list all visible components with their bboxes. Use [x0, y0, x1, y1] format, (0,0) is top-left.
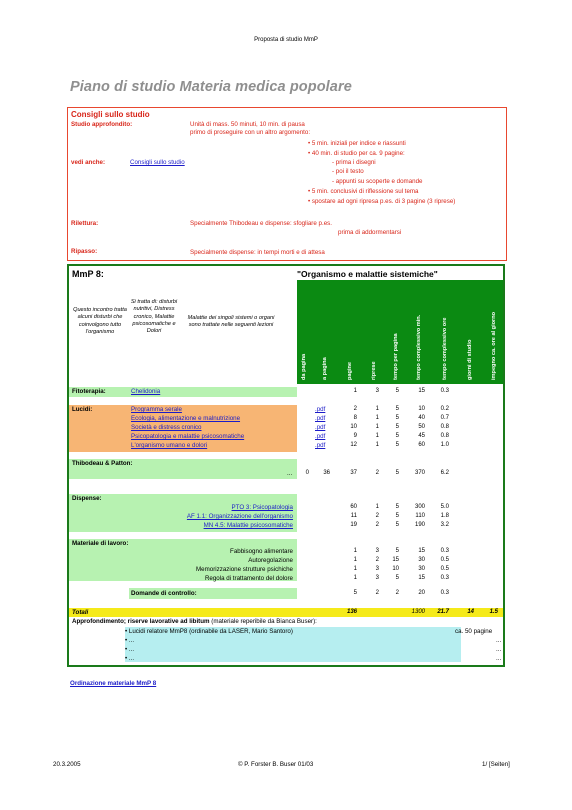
lucidi-tmin: 40: [418, 415, 425, 421]
plan-code: MmP 8:: [72, 269, 104, 279]
disp-riprese: 1: [375, 504, 379, 510]
lucidi-tore: 0.7: [440, 415, 449, 421]
chelidonia-link[interactable]: Chelidonia: [131, 388, 161, 395]
consigli-heading: Consigli sullo studio: [71, 110, 150, 119]
studio-line2: primo di proseguire con un altro argomento:: [190, 129, 311, 136]
col-pagine: pagine: [347, 361, 353, 380]
bullet-3: 5 min. conclusivi di riflessione sul tema: [311, 188, 419, 195]
mat-riprese: 3: [375, 566, 379, 572]
sub-2: poi il testo: [335, 168, 364, 175]
mat-riprese: 2: [375, 557, 379, 563]
disp-tpp: 5: [395, 504, 399, 510]
mat-tpp: 15: [392, 557, 399, 563]
dispense-label: Dispense:: [72, 495, 102, 502]
lucidi-tmin: 10: [418, 406, 425, 412]
disp-pagine: 60: [350, 504, 357, 510]
consigli-box: Consigli sullo studio Studio approfondito: Unità di mass. 50 minuti, 10 min. di pausa primo di proseguire con un altro argomento: • 5 min. iniziali per indice e riassunti • 40 min. di studio per ca. 9 pagine: - prima i disegni - poi il testo - appunti su scoperte e domande • 5 min. conclusivi di riflessione sul tema • spostare ad ogni ripresa p.es. di 3 pagine (3 riprese) vedi anche: Consigli sullo studio Rilettura: Specialmente Thibodeau e dispense: sfogliare p.es. prima di addormentarsi Ripasso: Specialmente dispense: in tempi morti e di attesa: [67, 107, 507, 261]
approf-right-4: ...: [496, 655, 502, 662]
lucidi-tore: 0.8: [440, 433, 449, 439]
disp-pagine: 11: [350, 513, 357, 519]
footer-copyright: © P. Forster B. Buser 01/03: [238, 761, 314, 768]
consigli-link[interactable]: Consigli sullo studio: [130, 159, 185, 166]
materiale-item: Regola di trattamento del dolore: [204, 575, 293, 582]
lucidi-tpp: 5: [395, 442, 399, 448]
disp-tore: 5.0: [440, 504, 449, 510]
materiale-label: Materiale di lavoro:: [72, 540, 129, 547]
mat-tpp: 5: [395, 575, 399, 581]
disp-tore: 3.2: [440, 522, 449, 528]
approf-item-2: ...: [128, 637, 135, 644]
col-tempo-min: tempo complessivo min.: [416, 314, 422, 380]
disp-riprese: 2: [375, 513, 379, 519]
contr-tmin: 20: [418, 590, 425, 596]
studio-label: Studio approfondito:: [71, 121, 133, 128]
lucidi-pagine: 8: [353, 415, 357, 421]
lucidi-pdf-link[interactable]: .pdf: [315, 415, 326, 422]
mat-tmin: 30: [418, 566, 425, 572]
lucidi-riprese: 1: [375, 424, 379, 430]
approf-right-2: ...: [496, 637, 502, 644]
intro-col3: Malattie dei singoli sistemi o organi sono trattate nelle seguenti lezioni: [187, 315, 275, 329]
approf-item-1: Lucidi relatore MmP8 (ordinabile da LASER, Mario Santoro): [128, 628, 293, 635]
materiale-item: Fabbisogno alimentare: [230, 548, 293, 555]
mat-tpp: 10: [392, 566, 399, 572]
controllo-label: Domande di controllo:: [131, 590, 197, 597]
fito-tmin: 15: [418, 388, 425, 394]
lucidi-pagine: 2: [353, 406, 357, 412]
disp-tpp: 5: [395, 513, 399, 519]
col-a: a pagina: [322, 357, 328, 380]
mat-pagine: 1: [353, 548, 357, 554]
col-giorni: giorni di studio: [467, 339, 473, 380]
lucidi-pagine: 12: [350, 442, 357, 448]
intro-col2: Si tratta di: disturbi nutritivi, Distress cronico, Malattie psicosomatiche e Dolori: [130, 299, 178, 335]
rilettura-line2: prima di addormentarsi: [338, 229, 402, 236]
contr-tpp: 2: [395, 590, 399, 596]
lucidi-tpp: 5: [395, 415, 399, 421]
lucidi-riprese: 1: [375, 406, 379, 412]
col-tempo-pagina: tempo per pagina: [393, 333, 399, 380]
intro-col1: Questo incontro tratta alcuni disturbi che coinvolgono tutto l'organismo: [73, 307, 127, 335]
thib-da: 0: [305, 470, 309, 476]
sub-3: appunti su scoperte e domande: [335, 178, 423, 185]
lucidi-tmin: 45: [418, 433, 425, 439]
thib-tpp: 5: [395, 470, 399, 476]
lucidi-tmin: 60: [418, 442, 425, 448]
bullet-1: 5 min. iniziali per indice e riassunti: [311, 140, 406, 147]
mat-tpp: 5: [395, 548, 399, 554]
thib-a: 36: [323, 470, 330, 476]
rilettura-line1: Specialmente Thibodeau e dispense: sfogliare p.es.: [190, 220, 332, 227]
approf-item-1-right: ca. 50 pagine: [455, 628, 493, 635]
bullet-2: 40 min. di studio per ca. 9 pagine:: [311, 150, 405, 157]
lucidi-tmin: 50: [418, 424, 425, 430]
disp-tpp: 5: [395, 522, 399, 528]
footer-page: 1/ [Seiten]: [482, 761, 510, 768]
tot-pagine: 136: [346, 609, 357, 615]
disp-tmin: 300: [414, 504, 425, 510]
approf-item-3: ...: [128, 646, 135, 653]
approf-note: (materiale reperibile da Bianca Buser):: [211, 618, 317, 625]
lucidi-pdf-link[interactable]: .pdf: [315, 424, 326, 431]
totali-label: Totali: [72, 609, 89, 616]
lucidi-link[interactable]: Programma serale: [131, 406, 182, 413]
lucidi-link[interactable]: L'organismo umano e dolori: [131, 442, 208, 449]
fitoterapia-label: Fitoterapia:: [72, 388, 106, 395]
mat-tmin: 15: [418, 575, 425, 581]
contr-pagine: 5: [353, 590, 357, 596]
lucidi-riprese: 1: [375, 442, 379, 448]
mat-riprese: 3: [375, 548, 379, 554]
dispensa-link[interactable]: MN 4.5: Malattie psicosomatiche: [203, 522, 293, 529]
dispensa-link[interactable]: AF 1.1: Organizzazione dell'organismo: [186, 513, 293, 520]
disp-pagine: 19: [350, 522, 357, 528]
lucidi-tore: 0.2: [440, 406, 449, 412]
lucidi-riprese: 1: [375, 433, 379, 439]
disp-tore: 1.8: [440, 513, 449, 519]
disp-tmin: 190: [414, 522, 425, 528]
plan-subtitle: "Organismo e malattie sistemiche": [297, 269, 438, 279]
thib-riprese: 2: [375, 470, 379, 476]
mat-pagine: 1: [353, 575, 357, 581]
dispensa-link[interactable]: PTO 3: Psicopatologia: [231, 504, 293, 511]
mat-tore: 0.3: [440, 575, 449, 581]
vedi-label: vedi anche:: [71, 159, 106, 166]
tot-tore: 21.7: [437, 609, 449, 615]
ripasso-label: Ripasso:: [71, 248, 98, 255]
lucidi-riprese: 1: [375, 415, 379, 421]
disp-tmin: 110: [415, 513, 425, 519]
lucidi-link[interactable]: Società e distress cronico: [131, 424, 202, 431]
col-da: da pagina: [301, 353, 307, 380]
page-title: Piano di studio Materia medica popolare: [70, 79, 352, 95]
mat-pagine: 1: [353, 557, 357, 563]
mat-tore: 0.5: [440, 566, 449, 572]
mat-pagine: 1: [353, 566, 357, 572]
approf-right-3: ...: [496, 646, 502, 653]
lucidi-link[interactable]: Psicopatologia e malattie psicosomatiche: [131, 433, 245, 440]
col-tempo-ore: tempo complessivo ore: [442, 317, 448, 380]
approf-label: Approfondimento; riserve lavorative ad libitum: [72, 618, 210, 625]
materiale-item: Autoregolazione: [248, 557, 293, 564]
approf-item-4: ...: [128, 655, 135, 662]
lucidi-tore: 0.8: [440, 424, 449, 430]
lucidi-pdf-link[interactable]: .pdf: [315, 406, 326, 413]
ordinazione-link[interactable]: Ordinazione materiale MmP 8: [70, 680, 157, 687]
study-plan-box: MmP 8: "Organismo e malattie sistemiche" Questo incontro tratta alcuni disturbi che coinvolgono tutto l'organismo Si tratta di: disturbi nutritivi, Distress cronico, Malattie psicosomatiche e Dolori Malattie dei singoli sistemi o organi sono trattate nelle seguenti lezioni da pagina a pagina pagine riprese tempo per pagina tempo complessivo min. tempo complessivo ore giorni di studio impegno ca. ore al giorno Fitoterapia: Chelidonia 1 3 5 15 0.3 Lucidi: Thibodeau & Patton: ... 0 36 37 2 5 370 6.2 Dispense: Materiale di lavoro: Domande di controllo: 5 2 2 20 0.3 Totali 136 1300 21.7 14 1.5 Approfondimento; riserve lavorative ad libitum (materiale reperibile da Bianca Buser): • Lucidi relatore MmP8 (ordinabile da LASER, Mario Santoro) • ... • ... • ... ca. 50 pagine ... ... ... Programma serale .pdf 2 1 5 10 0.2 Ecologia, alimentazione e malnutrizione .pdf 8 1 5 40 0.7 Società e distress cronico .pdf 10 1 5 50 0.8 Psicopatologia e malattie psicosomatiche .pdf 9 1 5 45 0.8 L'organismo umano e dolori .pdf 12 1 5 60 1.0 PTO 3: Psicopatologia 60 1 5 300 5.0 AF 1.1: Organizzazione dell'organismo 11 2 5 110 1.8 MN 4.5: Malattie psicosomatiche 19 2 5 190 3.2 Fabbisogno alimentare 1 3 5 15 0.3 Autoregolazione 1 2 15 30 0.5 Memorizzazione strutture psichiche 1 3 10 30 0.5 Regola di trattamento del dolore 1 3 5 15 0.3: [67, 264, 505, 667]
disp-riprese: 2: [375, 522, 379, 528]
rilettura-label: Rilettura:: [71, 220, 99, 227]
lucidi-pagine: 9: [353, 433, 357, 439]
tot-tmin: 1300: [411, 609, 425, 615]
fito-pagine: 1: [353, 388, 357, 394]
contr-riprese: 2: [375, 590, 379, 596]
lucidi-tore: 1.0: [440, 442, 449, 448]
lucidi-pdf-link[interactable]: .pdf: [315, 433, 326, 440]
fito-tore: 0.3: [440, 388, 449, 394]
sub-1: prima i disegni: [335, 159, 376, 166]
col-impegno: impegno ca. ore al giorno: [491, 311, 497, 380]
mat-tore: 0.5: [440, 557, 449, 563]
materiale-item: Memorizzazione strutture psichiche: [196, 566, 293, 573]
col-riprese: riprese: [371, 361, 377, 380]
mat-riprese: 3: [375, 575, 379, 581]
bullet-4: spostare ad ogni ripresa p.es. di 3 pagine (3 riprese): [311, 198, 456, 205]
lucidi-tpp: 5: [395, 433, 399, 439]
lucidi-label: Lucidi:: [72, 406, 93, 413]
studio-line1: Unità di mass. 50 minuti, 10 min. di pausa: [190, 121, 305, 128]
thib-tmin: 370: [414, 470, 425, 476]
tot-impegno: 1.5: [489, 609, 498, 615]
lucidi-pdf-link[interactable]: .pdf: [315, 442, 326, 449]
lucidi-tpp: 5: [395, 406, 399, 412]
document-header: Proposta di studio MmP: [254, 37, 318, 43]
fito-riprese: 3: [375, 388, 379, 394]
contr-tore: 0.3: [440, 590, 449, 596]
thib-tore: 6.2: [440, 470, 449, 476]
fito-tpp: 5: [395, 388, 399, 394]
tot-giorni: 14: [467, 609, 474, 615]
mat-tmin: 15: [418, 548, 425, 554]
thibodeau-dots: ...: [287, 470, 293, 477]
lucidi-tpp: 5: [395, 424, 399, 430]
lucidi-link[interactable]: Ecologia, alimentazione e malnutrizione: [131, 415, 241, 422]
thibodeau-label: Thibodeau & Patton:: [72, 460, 133, 467]
thib-pagine: 37: [350, 470, 357, 476]
ripasso-text: Specialmente dispense: in tempi morti e di attesa: [190, 249, 325, 256]
mat-tmin: 30: [418, 557, 425, 563]
footer-date: 20.3.2005: [53, 761, 81, 768]
lucidi-pagine: 10: [350, 424, 357, 430]
mat-tore: 0.3: [440, 548, 449, 554]
